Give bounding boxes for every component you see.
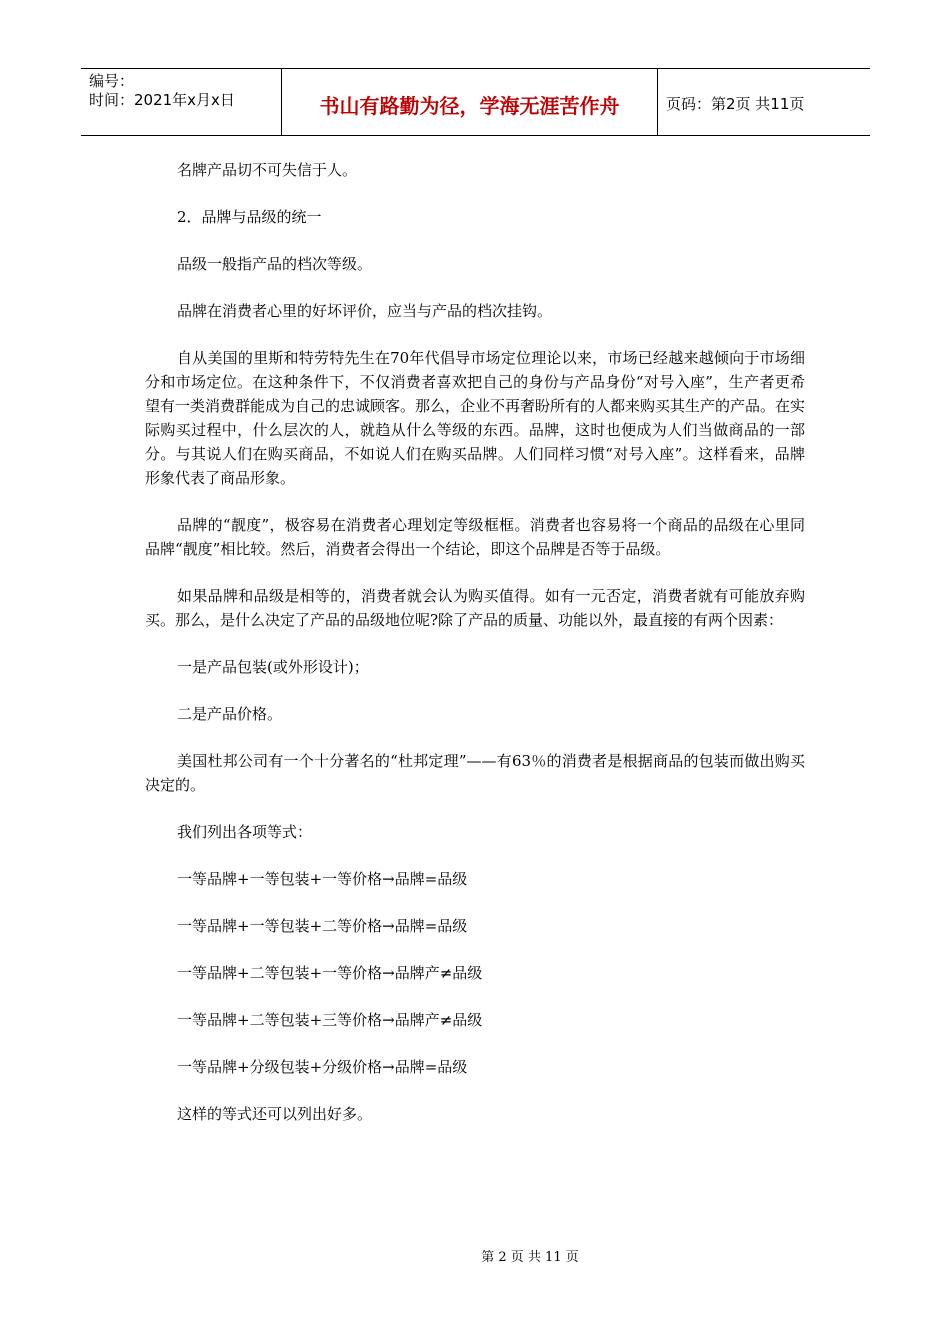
header-meta: [81, 69, 282, 135]
paragraph: 这样的等式还可以列出好多。: [177, 1105, 373, 1123]
equation-line: 一等品牌+一等包装+一等价格→品牌=品级: [177, 870, 468, 888]
paragraph: 自从美国的里斯和特劳特先生在70年代倡导市场定位理论以来，市场已经越来越倾向于市场细分和市场定位。在这种条件下，不仅消费者喜欢把自己的身份与产品身份“对号入座”，生产者更希望有一类消费群能成为自己的忠诚顾客。那么，企业不再奢盼所有的人都来购买其生产的产品。在实际购买过程中，什么层次的人，就趋从什么等级的东西。品牌，这时也便成为人们当做商品的一部分。与其说人们在购买商品，不如说人们在购买品牌。人们同样习惯“对号入座”。这样看来，品牌形象代表了商品形象。: [145, 349, 806, 487]
paragraph: 品级一般指产品的档次等级。: [177, 255, 373, 273]
document-number: 编号：: [89, 72, 135, 90]
header-page-info: 页码：第2页 共11页: [666, 94, 805, 113]
paragraph: 如果品牌和品级是相等的，消费者就会认为购买值得。如有一元否定，消费者就有可能放弃购买。那么，是什么决定了产品的品级地位呢?除了产品的质量、功能以外，最直接的有两个因素：: [145, 587, 805, 629]
paragraph: 一是产品包装(或外形设计)；: [177, 658, 369, 676]
equation-line: 一等品牌+分级包装+分级价格→品牌=品级: [177, 1058, 468, 1076]
section-heading: 2．品牌与品级的统一: [177, 208, 322, 226]
equation-line: 一等品牌+二等包装+三等价格→品牌产≠品级: [177, 1011, 483, 1029]
paragraph: 美国杜邦公司有一个十分著名的“杜邦定理”——有63％的消费者是根据商品的包装而做出购买决定的。: [145, 752, 805, 794]
document-time: 时间：2021年x月x日: [89, 91, 235, 109]
page-footer: 第 2 页 共 11 页: [481, 1250, 579, 1265]
paragraph: 品牌的“靓度”，极容易在消费者心理划定等级框框。消费者也容易将一个商品的品级在心里同品牌“靓度”相比较。然后，消费者会得出一个结论，即这个品牌是否等于品级。: [145, 516, 805, 558]
equation-line: 一等品牌+一等包装+二等价格→品牌=品级: [177, 917, 468, 935]
paragraph: 二是产品价格。: [177, 705, 283, 723]
paragraph: 名牌产品切不可失信于人。: [177, 161, 358, 179]
document-body: [145, 158, 805, 1149]
paragraph: 品牌在消费者心里的好坏评价，应当与产品的档次挂钩。: [177, 302, 553, 320]
page-header: [81, 68, 870, 136]
header-motto: 书山有路勤为径，学海无涯苦作舟: [282, 69, 658, 135]
equation-line: 一等品牌+二等包装+一等价格→品牌产≠品级: [177, 964, 483, 982]
paragraph: 我们列出各项等式：: [177, 823, 313, 841]
